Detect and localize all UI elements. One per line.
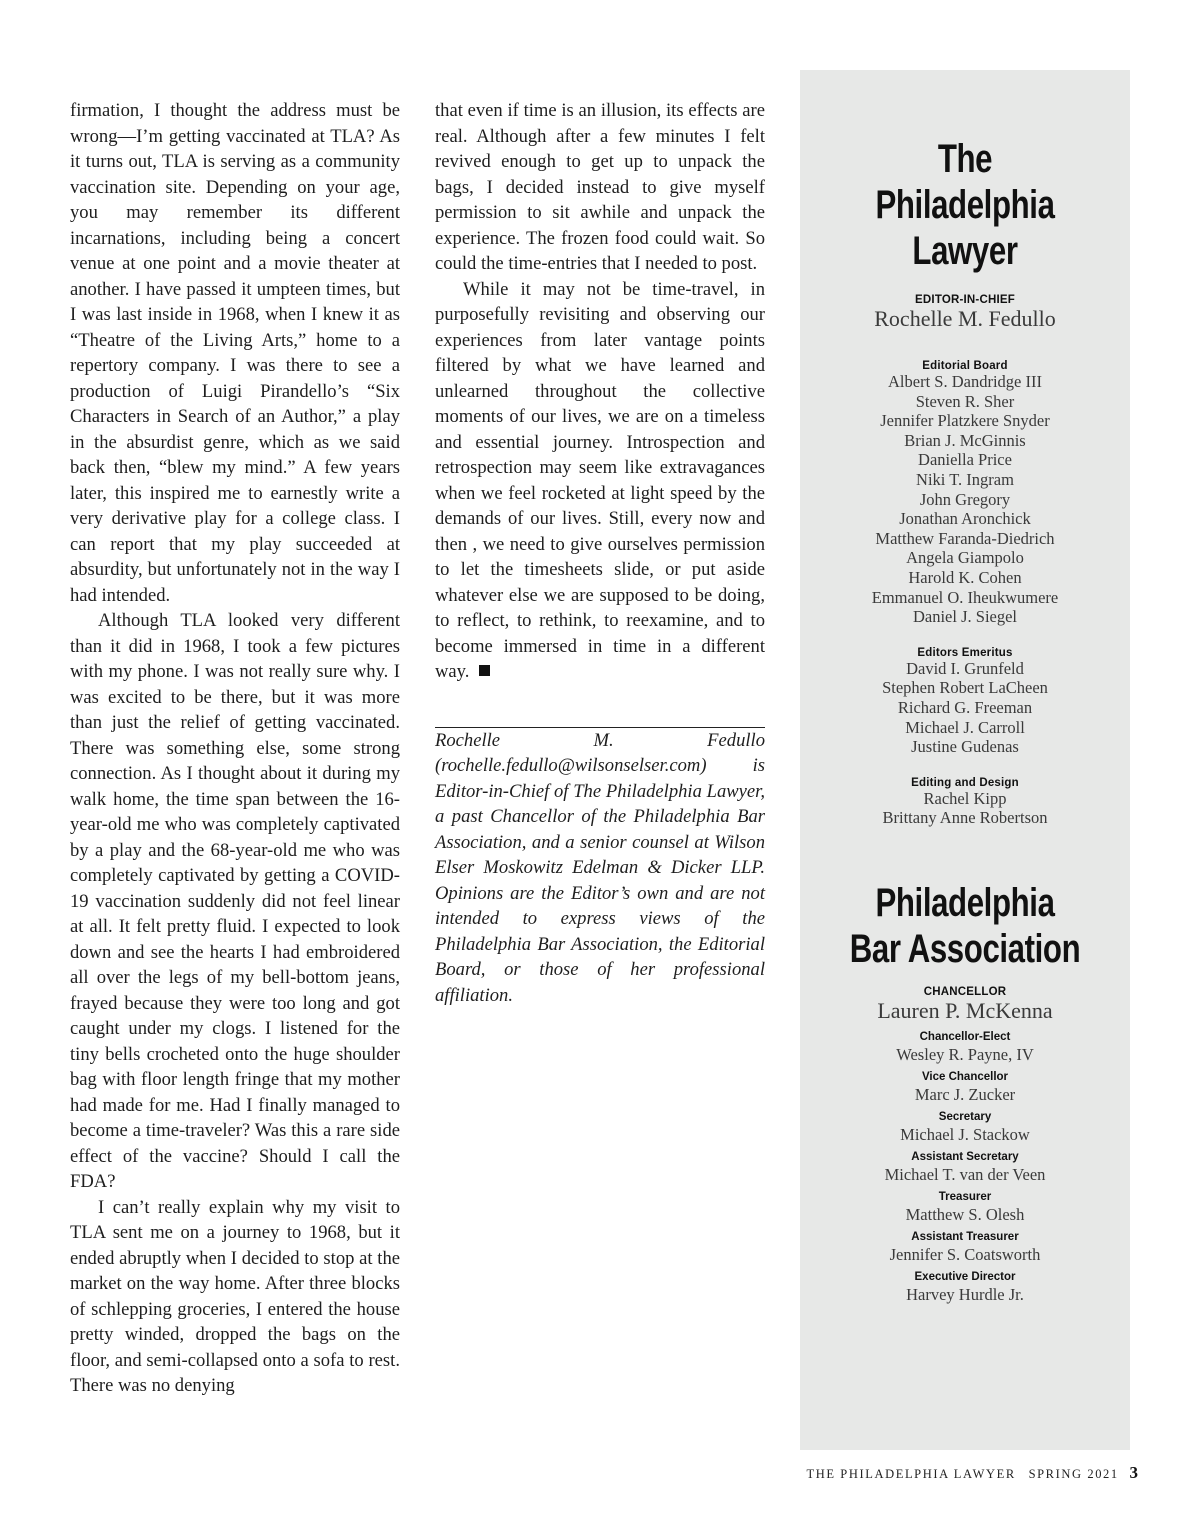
article-paragraph: I can’t really explain why my visit to TLA sent me on a journey to 1968, but it ended abruptly when I decided to stop at the market on the way home. After three blocks of schlepping groceries, I entered the house pretty winded, dropped the bags on the floor, and semi-collapsed onto a sofa to rest. There was no denying	[70, 1196, 400, 1396]
officer-title: Chancellor-Elect	[919, 1030, 1011, 1043]
officer-name: Michael J. Stackow	[900, 1124, 1030, 1144]
staff-name: Richard G. Freeman	[897, 697, 1033, 717]
staff-name: Rachel Kipp	[923, 788, 1007, 808]
staff-name: Brittany Anne Robertson	[882, 808, 1048, 828]
editor-in-chief-group	[800, 294, 1130, 332]
officer-name: Jennifer S. Coatsworth	[889, 1244, 1041, 1264]
staff-name: Stephen Robert LaCheen	[882, 678, 1048, 698]
staff-name: John Gregory	[919, 489, 1011, 509]
editing-design-group	[800, 777, 1130, 828]
staff-name: Jennifer Platzkere Snyder	[880, 411, 1050, 431]
officer-title: Secretary	[938, 1110, 992, 1123]
officer-entry	[800, 1230, 1130, 1264]
masthead-line: Philadelphia	[875, 183, 1055, 227]
article-paragraph: that even if time is an illusion, its effects are real. Although after a few minutes I felt revived enough to get up to unpack the bags, I decided instead to give myself permission to sit awhile and unpack the experience. The frozen food could wait. So could the time-entries that I needed to post.	[435, 100, 765, 274]
chancellor-label: CHANCELLOR	[923, 985, 1007, 998]
staff-name: Daniel J. Siegel	[912, 607, 1018, 627]
article-column-left	[70, 98, 400, 1399]
officer-title: Treasurer	[938, 1190, 992, 1203]
editorial-board-label: Editorial Board	[922, 360, 1008, 372]
editor-in-chief-label: EDITOR-IN-CHIEF	[915, 294, 1015, 306]
officer-title: Executive Director	[914, 1270, 1016, 1283]
editor-in-chief-name: Rochelle M. Fedullo	[874, 306, 1056, 331]
officer-name: Harvey Hurdle Jr.	[906, 1284, 1024, 1304]
editing-design-list	[800, 789, 1130, 828]
staff-name: Niki T. Ingram	[916, 469, 1014, 489]
end-of-article-mark	[479, 665, 490, 676]
editing-design-label: Editing and Design	[911, 776, 1019, 789]
officer-entry	[800, 1190, 1130, 1224]
masthead-line: Lawyer	[912, 229, 1018, 273]
officer-title: Vice Chancellor	[921, 1070, 1009, 1083]
masthead-line: Philadelphia	[875, 880, 1055, 925]
officer-name: Wesley R. Payne, IV	[896, 1044, 1034, 1064]
masthead-line: The	[937, 137, 993, 181]
officer-name: Matthew S. Olesh	[905, 1204, 1025, 1224]
staff-name: Jonathan Aronchick	[899, 509, 1031, 529]
officer-entry	[800, 1270, 1130, 1304]
staff-name: Angela Giampolo	[906, 548, 1024, 568]
publication-masthead	[836, 136, 1093, 274]
staff-name: Emmanuel O. Iheukwumere	[871, 587, 1059, 607]
editors-emeritus-list	[800, 659, 1130, 757]
article-paragraph	[435, 277, 765, 685]
editorial-board-group	[800, 360, 1130, 627]
staff-name: Matthew Faranda-Diedrich	[875, 528, 1055, 548]
page-number: 3	[1129, 1463, 1138, 1482]
officer-name: Michael T. van der Veen	[884, 1164, 1046, 1184]
staff-name: Justine Gudenas	[911, 737, 1019, 757]
footer-issue: SPRING 2021	[1028, 1467, 1119, 1481]
officer-entry	[800, 1110, 1130, 1144]
staff-name: Steven R. Sher	[915, 391, 1015, 411]
editors-emeritus-group	[800, 647, 1130, 757]
officer-entry	[800, 1150, 1130, 1184]
officer-title: Assistant Secretary	[911, 1150, 1019, 1163]
page-footer	[806, 1463, 1138, 1483]
officer-entry	[800, 1030, 1130, 1064]
article-paragraph: firmation, I thought the address must be wrong—I’m getting vaccinated at TLA? As it turns out, TLA is serving as a community vaccination site. Depending on your age, you may remember its different incarnations, including being a concert venue at one point and a movie theater at another. I have passed it umpteen times, but I was last inside in 1968, when I knew it as “Theatre of the Living Arts,” home to a repertory company. I was there to see a production of Luigi Pirandello’s “Six Characters in Search of an Author,” a play in the absurdist genre, which as we said back then, “blew my mind.” A few years later, this inspired me to earnestly write a very derivative play for a college class. I can report that my play succeeded at absurdity, but unfortunately not in the way I had intended.	[70, 100, 400, 606]
officer-entry	[800, 1070, 1130, 1104]
staff-name: Albert S. Dandridge III	[888, 372, 1042, 391]
staff-name: David I. Grunfeld	[906, 658, 1024, 678]
staff-name: Michael J. Carroll	[905, 717, 1025, 737]
author-bio: Rochelle M. Fedullo (rochelle.fedullo@wilsonselser.com) is Editor-in-Chief of The Philadelphia Lawyer, a past Chancellor of the Philadelphia Bar Association, and a senior counsel at Wilson Elser Moskowitz Edelman & Dicker LLP. Opinions are the Editor’s own and are not intended to express views of the Philadelphia Bar Association, the Editorial Board, or those of her professional affiliation.	[435, 729, 765, 1006]
chancellor-group	[800, 986, 1130, 1024]
editorial-board-list	[800, 372, 1130, 627]
association-masthead	[836, 880, 1093, 972]
staff-name: Brian J. McGinnis	[904, 430, 1026, 450]
officer-name: Marc J. Zucker	[914, 1084, 1016, 1104]
article-paragraph: Although TLA looked very different than it did in 1968, I took a few pictures with my phone. I was not really sure why. I was excited to be there, but it was more than just the relief of getting vaccinated. There was something else, some strong connection. As I thought about it during my walk home, the time span between the 16-year-old me who was completely captivated by a play and the 68-year-old me who was completely captivated by getting a COVID-19 vaccination suddenly did not feel linear at all. It felt pretty fluid. I expected to look down and see the hearts I had embroidered all over the legs of my bell-bottom jeans, frayed because they were too long and got caught under my clogs. I listened for the tiny bells crocheted onto the huge shoulder bag with floor length fringe that my mother had made for me. Had I finally managed to become a time-traveler? Was this a rare side effect of the vaccine? Should I call the FDA?	[70, 610, 400, 1192]
chancellor-name: Lauren P. McKenna	[877, 997, 1053, 1023]
staff-name: Harold K. Cohen	[908, 567, 1022, 587]
article-column-right	[435, 98, 765, 1008]
officers-list	[800, 1030, 1130, 1304]
officer-title: Assistant Treasurer	[911, 1230, 1019, 1243]
editors-emeritus-label: Editors Emeritus	[917, 646, 1013, 659]
footer-publication: THE PHILADELPHIA LAWYER	[806, 1467, 1016, 1481]
staff-name: Daniella Price	[918, 450, 1012, 470]
masthead-line: Bar Association	[849, 926, 1081, 971]
article-paragraph-text: While it may not be time-travel, in purposefully revisiting and observing our experiences from later vantage points filtered by what we have learned and unlearned throughout the collective moments of our lives, we are on a timeless and essential journey. Introspection and retrospection may seem like extravagances when we feel rocketed at light speed by the demands of our lives. Still, every now and then , we need to give ourselves permission to let the timesheets slide, or put aside whatever else we are supposed to be doing, to reflect, to rethink, to reexamine, and to become immersed in time in a different way.	[435, 278, 765, 682]
masthead-sidebar	[800, 70, 1130, 1450]
